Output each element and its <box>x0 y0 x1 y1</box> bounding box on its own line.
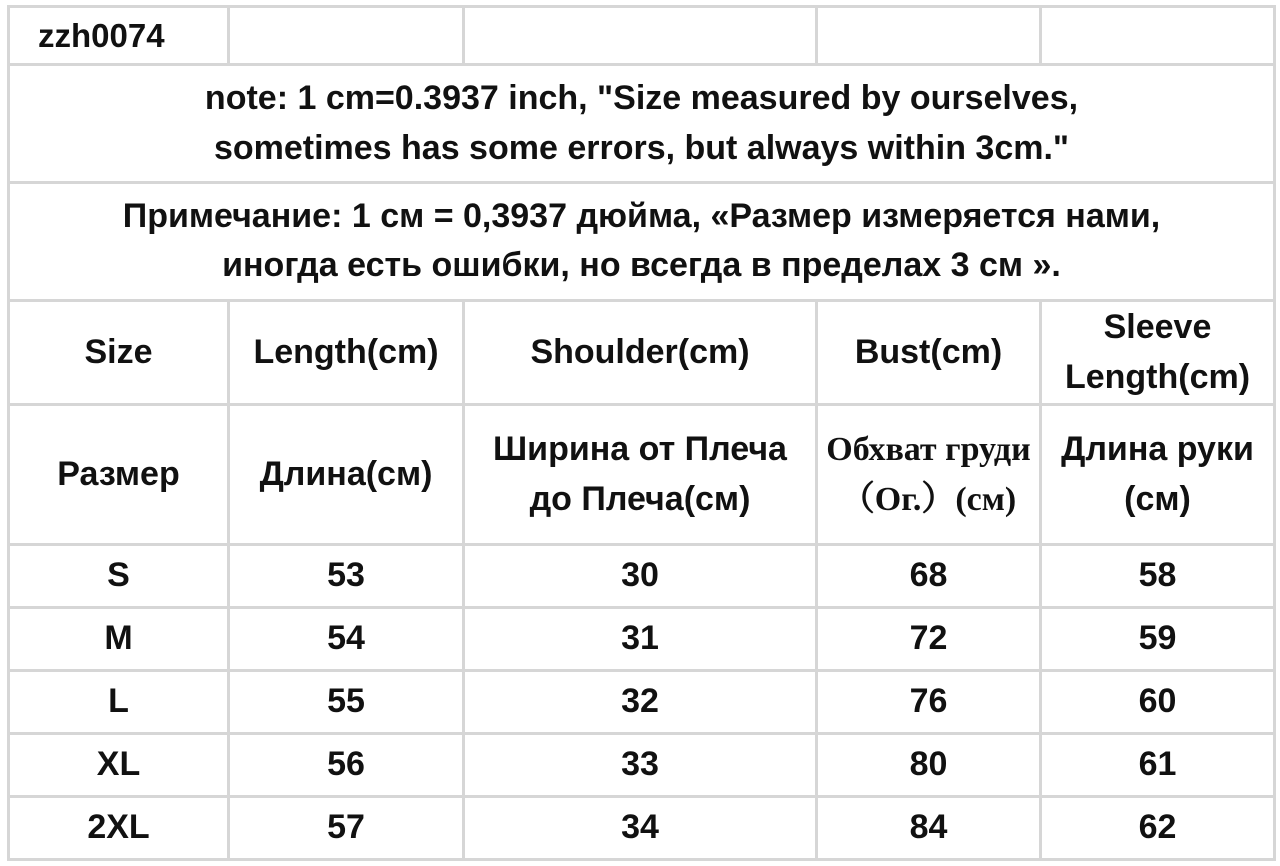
empty-cell <box>817 7 1041 65</box>
bust-value: 72 <box>817 608 1041 671</box>
header-sleeve-line-1: Sleeve <box>1103 308 1212 347</box>
header-bust-ru-line-2: （Ог.）(см) <box>840 480 1017 518</box>
product-code-row <box>9 7 1275 65</box>
sleeve-value: 61 <box>1041 734 1275 797</box>
note-ru-row <box>9 183 1275 301</box>
header-shoulder: Shoulder(cm) <box>464 300 817 405</box>
length-value: 56 <box>229 734 464 797</box>
note-russian-line-2: иногда есть ошибки, но всегда в пределах 3 см ». <box>222 246 1061 285</box>
sleeve-value: 58 <box>1041 545 1275 608</box>
shoulder-value: 34 <box>464 796 817 859</box>
sleeve-value: 59 <box>1041 608 1275 671</box>
header-length-ru: Длина(см) <box>229 405 464 545</box>
header-shoulder-ru <box>464 405 817 545</box>
header-bust-ru <box>817 405 1041 545</box>
shoulder-value: 33 <box>464 734 817 797</box>
note-en-row <box>9 65 1275 183</box>
bust-value: 84 <box>817 796 1041 859</box>
length-value: 53 <box>229 545 464 608</box>
shoulder-value: 32 <box>464 671 817 734</box>
size-value: L <box>9 671 229 734</box>
table-row <box>9 545 1275 608</box>
note-english <box>9 65 1275 183</box>
header-bust: Bust(cm) <box>817 300 1041 405</box>
size-value: 2XL <box>9 796 229 859</box>
bust-value: 68 <box>817 545 1041 608</box>
size-value: XL <box>9 734 229 797</box>
header-sleeve-ru-line-1: Длина руки <box>1061 430 1254 469</box>
header-sleeve-ru <box>1041 405 1275 545</box>
note-russian <box>9 183 1275 301</box>
header-length: Length(cm) <box>229 300 464 405</box>
header-shoulder-ru-line-2: до Плеча(см) <box>529 479 751 518</box>
product-code: zzh0074 <box>9 7 229 65</box>
table-row <box>9 796 1275 859</box>
sleeve-value: 62 <box>1041 796 1275 859</box>
shoulder-value: 31 <box>464 608 817 671</box>
header-size-ru: Размер <box>9 405 229 545</box>
header-bust-ru-line-1: Обхват груди <box>826 431 1031 469</box>
note-russian-line-1: Примечание: 1 см = 0,3937 дюйма, «Размер измеряется нами, <box>122 197 1161 236</box>
size-chart-table <box>7 5 1276 861</box>
length-value: 55 <box>229 671 464 734</box>
sleeve-value: 60 <box>1041 671 1275 734</box>
table-row <box>9 608 1275 671</box>
empty-cell <box>464 7 817 65</box>
header-shoulder-ru-line-1: Ширина от Плеча <box>493 430 787 469</box>
size-value: S <box>9 545 229 608</box>
note-english-line-2: sometimes has some errors, but always within 3cm." <box>213 128 1070 167</box>
bust-value: 80 <box>817 734 1041 797</box>
length-value: 57 <box>229 796 464 859</box>
table-row <box>9 734 1275 797</box>
shoulder-value: 30 <box>464 545 817 608</box>
header-sleeve-ru-line-2: (см) <box>1124 479 1191 518</box>
empty-cell <box>229 7 464 65</box>
size-value: M <box>9 608 229 671</box>
header-sleeve-line-2: Length(cm) <box>1064 357 1251 396</box>
note-english-line-1: note: 1 cm=0.3937 inch, "Size measured by ourselves, <box>204 79 1079 118</box>
header-row-russian <box>9 405 1275 545</box>
header-row-english <box>9 300 1275 405</box>
header-sleeve-length <box>1041 300 1275 405</box>
empty-cell <box>1041 7 1275 65</box>
table-row <box>9 671 1275 734</box>
header-size: Size <box>9 300 229 405</box>
length-value: 54 <box>229 608 464 671</box>
bust-value: 76 <box>817 671 1041 734</box>
